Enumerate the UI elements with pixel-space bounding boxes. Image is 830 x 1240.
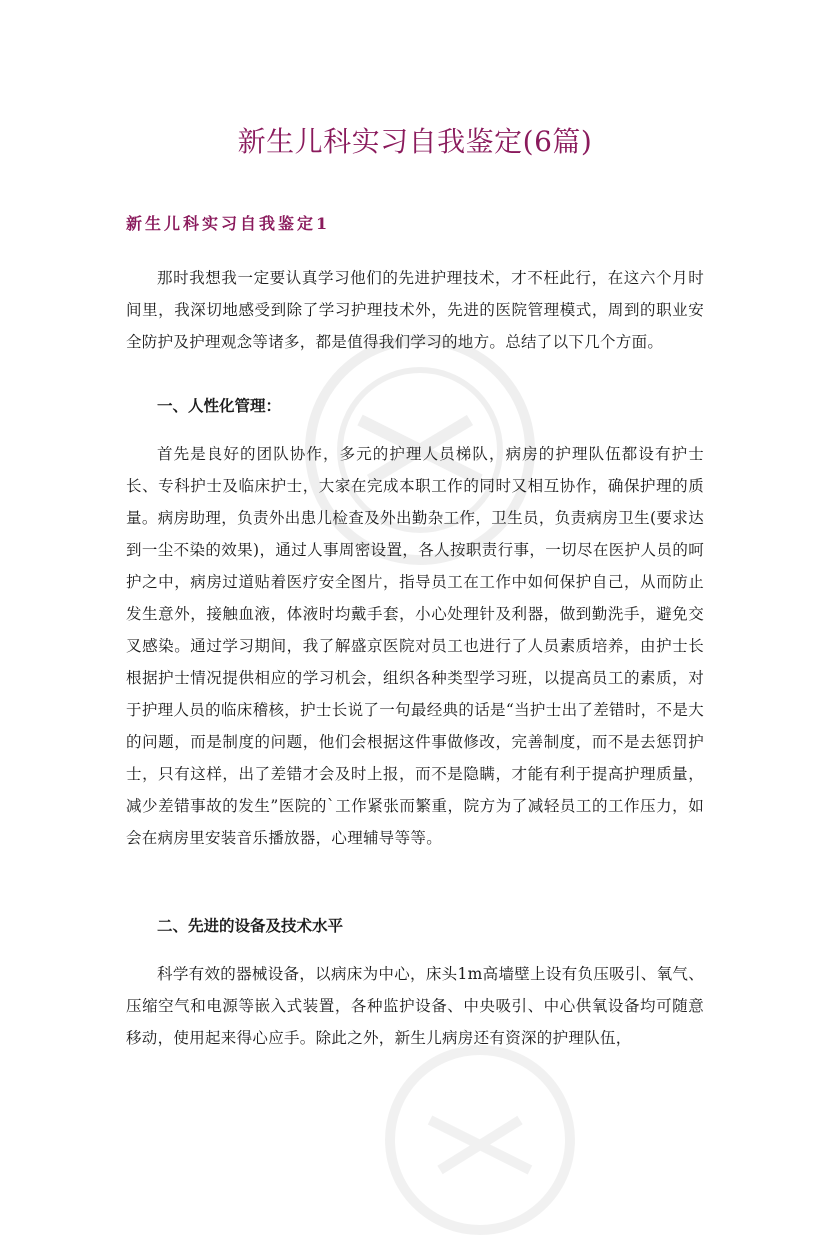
subheading-humanized-management: 一、人性化管理： [157,397,282,415]
advanced-equipment-paragraph: 科学有效的器械设备，以病床为中心，床头1m高墙壁上设有负压吸引、氧气、压缩空气和电源等嵌入式装置，各种监护设备、中央吸引、中心供氧设备均可随意移动，使用起来得心应手。除此之外，新生儿病房还有资深的护理队伍， [126,965,704,1047]
subheading-advanced-equipment: 二、先进的设备及技术水平 [157,917,344,935]
intro-paragraph: 那时我想我一定要认真学习他们的先进护理技术，才不枉此行，在这六个月时间里，我深切地感受到除了学习护理技术外，先进的医院管理模式，周到的职业安全防护及护理观念等诸多，都是值得我们学习的地方。总结了以下几个方面。 [126,269,704,351]
document-title: 新生儿科实习自我鉴定(6篇) [237,125,593,158]
humanized-management-paragraph: 首先是良好的团队协作，多元的护理人员梯队，病房的护理队伍都设有护士长、专科护士及临床护士，大家在完成本职工作的同时又相互协作，确保护理的质量。病房助理，负责外出患儿检查及外出勤杂工作，卫生员，负责病房卫生(要求达到一尘不染的效果)，通过人事周密设置，各人按职责行事，一切尽在医护人员的呵护之中，病房过道贴着医疗安全图片，指导员工在工作中如何保护自己，从而防止发生意外，接触血液，体液时均戴手套，小心处理针及利器，做到勤洗手，避免交叉感染。通过学习期间，我了解盛京医院对员工也进行了人员素质培养，由护士长根据护士情况提供相应的学习机会，组织各种类型学习班，以提高员工的素质，对于护理人员的临床稽核，护士长说了一句最经典的话是“当护士出了差错时，不是大的问题，而是制度的问题，他们会根据这件事做修改，完善制度，而不是去惩罚护士，只有这样，出了差错才会及时上报，而不是隐瞒，才能有利于提高护理质量，减少差错事故的发生”医院的`工作紧张而繁重，院方为了减轻员工的工作压力，如会在病房里安装音乐播放器，心理辅导等等。 [126,445,704,847]
section-heading: 新生儿科实习自我鉴定1 [126,214,331,233]
seal-watermark-icon [380,1040,580,1240]
